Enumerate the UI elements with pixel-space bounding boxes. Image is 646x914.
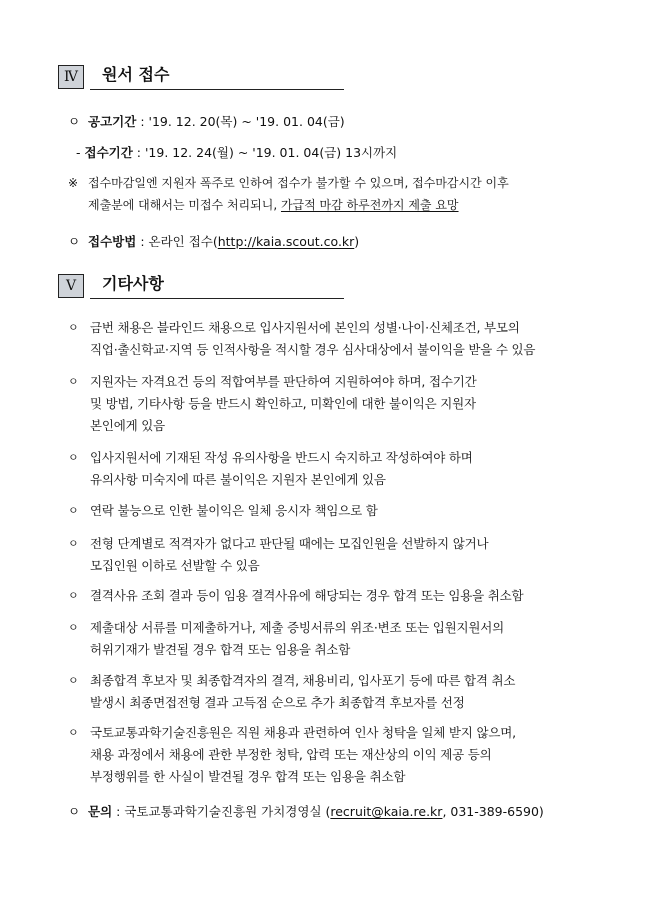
note-line-2-plain: 제출분에 대해서는 미접수 처리되니, [88,198,281,212]
bullet: ㅇ [68,114,81,129]
list-item [68,317,588,361]
list-item [68,585,588,607]
method-label: 접수방법 [88,234,137,249]
item-line: 입사지원서에 기재된 작성 유의사항을 반드시 숙지하고 작성하여야 하며 [90,450,473,465]
item-line: 결격사유 조회 결과 등이 임용 결격사유에 해당되는 경우 합격 또는 임용을 취소함 [90,588,524,603]
method-value: : 온라인 접수( [136,234,218,249]
list-item [68,533,588,577]
item-line: 채용 과정에서 채용에 관한 부정한 청탁, 압력 또는 재산상의 이익 제공 등의 [90,747,492,762]
bullet: ㅇ [68,674,79,687]
period-value: : '19. 12. 20(목) ~ '19. 01. 04(금) [136,114,345,129]
item-line: 발생시 최종면접전형 결과 고득점 순으로 추가 최종합격 후보자를 선정 [90,695,465,710]
method-end: ) [354,234,360,249]
bullet: ㅇ [68,726,79,739]
item-line: 및 방법, 기타사항 등을 반드시 확인하고, 미확인에 대한 불이익은 지원자 [90,396,476,411]
section-5-number: Ⅴ [58,274,84,298]
item-line: 국토교통과학기술진흥원은 직원 채용과 관련하여 인사 청탁을 일체 받지 않으며, [90,725,516,740]
item-line: 최종합격 후보자 및 최종합격자의 결격, 채용비리, 입사포기 등에 따른 합격 취소 [90,673,516,688]
list-item [68,670,588,714]
receipt-label: 접수기간 [84,145,133,160]
bullet: ㅇ [68,589,79,602]
dash: - [76,145,81,160]
bullet: ㅇ [68,804,81,819]
receipt-value: : '19. 12. 24(월) ~ '19. 01. 04(금) 13시까지 [132,145,398,160]
note-line-1: 접수마감일엔 지원자 폭주로 인하여 접수가 불가할 수 있으며, 접수마감시간 이후 [88,176,509,190]
section-4-header [58,64,344,90]
bullet: ㅇ [68,375,79,388]
application-method [68,232,359,250]
list-item [68,371,588,437]
item-line: 지원자는 자격요건 등의 적합여부를 판단하여 지원하여야 하며, 접수기간 [90,374,477,389]
bullet: ㅇ [68,451,79,464]
list-item [68,447,588,491]
item-line: 연락 불능으로 인한 불이익은 일체 응시자 책임으로 함 [90,503,378,518]
list-item [68,500,588,522]
section-4-title: 원서 접수 [90,64,344,90]
contact-value: : 국토교통과학기술진흥원 가치경영실 ( [112,804,331,819]
item-line: 금번 채용은 블라인드 채용으로 입사지원서에 본인의 성별·나이·신체조건, 부모의 [90,320,520,335]
period-label: 공고기간 [88,114,137,129]
bullet: ㅇ [68,621,79,634]
note-line-2 [88,194,588,216]
item-line: 모집인원 이하로 선발할 수 있음 [90,558,260,573]
item-line: 유의사항 미숙지에 따른 불이익은 지원자 본인에게 있음 [90,472,386,487]
bullet: ㅇ [68,234,81,249]
deadline-note [68,172,588,216]
item-line: 본인에게 있음 [90,418,166,433]
item-line: 전형 단계별로 적격자가 없다고 판단될 때에는 모집인원을 선발하지 않거나 [90,536,489,551]
contact-info [68,802,544,820]
section-4-number: Ⅳ [58,65,84,89]
bullet: ㅇ [68,537,79,550]
bullet: ㅇ [68,504,79,517]
item-line: 허위기재가 발견될 경우 합격 또는 임용을 취소함 [90,642,351,657]
announcement-period [68,112,345,130]
item-line: 직업·출신학교·지역 등 인적사항을 적시할 경우 심사대상에서 불이익을 받을 수 있음 [90,342,536,357]
list-item [68,617,588,661]
item-line: 제출대상 서류를 미제출하거나, 제출 증빙서류의 위조·변조 또는 입원지원서의 [90,620,504,635]
section-5-title: 기타사항 [90,273,344,299]
receipt-period [76,143,397,161]
contact-label: 문의 [88,804,113,819]
item-line: 부정행위를 한 사실이 발견될 경우 합격 또는 임용을 취소함 [90,769,406,784]
note-line-2-emphasis: 가급적 마감 하루전까지 제출 요망 [280,198,459,212]
contact-end: , 031-389-6590) [442,804,544,819]
contact-email-link[interactable]: recruit@kaia.re.kr [330,804,443,819]
list-item [68,722,588,788]
application-link[interactable]: http://kaia.scout.co.kr [217,234,355,249]
note-mark: ※ [68,176,79,190]
bullet: ㅇ [68,321,79,334]
section-5-header [58,273,344,299]
